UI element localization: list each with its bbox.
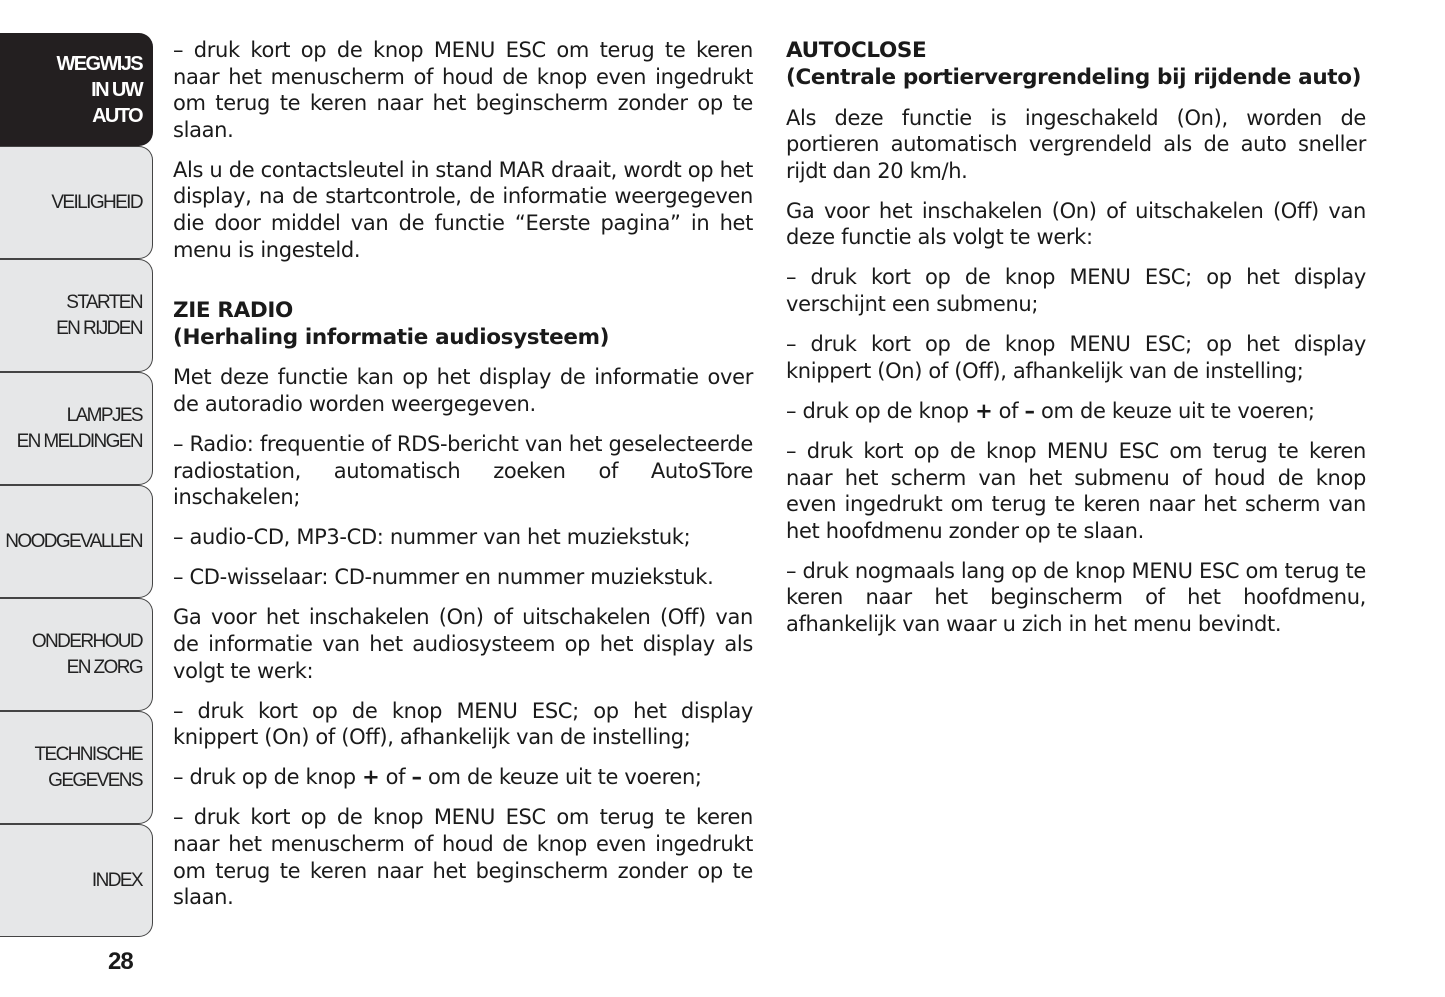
paragraph: Met deze functie kan op het display de informatie over de autoradio worden weergegeven. — [173, 365, 753, 416]
paragraph: – CD-wisselaar: CD-nummer en nummer muziekstuk. — [173, 565, 714, 590]
paragraph: – druk kort op de knop MENU ESC; op het display verschijnt een submenu; — [786, 265, 1366, 317]
tab-wegwijs-in-uw-auto[interactable]: WEGWIJS IN UW AUTO — [0, 33, 153, 146]
text: om de keuze uit te voeren; — [1034, 398, 1315, 423]
right-column — [786, 37, 1366, 651]
text: – druk op de knop — [173, 765, 363, 790]
text: of — [379, 765, 412, 790]
tab-index[interactable]: INDEX — [0, 824, 153, 937]
paragraph: – druk kort op de knop MENU ESC om terug te keren naar het scherm van het submenu of houd de knop even ingedrukt om terug te keren naar het scherm van het hoofdmenu zonder op te slaan. — [786, 438, 1366, 543]
paragraph: Als deze functie is ingeschakeld (On), worden de portieren automatisch vergrendeld als de auto sneller rijdt dan 20 km/h. — [786, 105, 1366, 183]
paragraph — [173, 764, 753, 791]
minus-symbol: – — [1024, 398, 1035, 423]
paragraph: – Radio: frequentie of RDS-bericht van het geselecteerde radiostation, automatisch zoeken of AutoSTore inschakelen; — [173, 431, 753, 510]
heading-subtitle: (Herhaling informatie audiosysteem) — [173, 324, 610, 350]
plus-symbol: + — [975, 398, 993, 423]
plus-symbol: + — [362, 765, 380, 790]
tab-onderhoud-en-zorg[interactable]: ONDERHOUD EN ZORG — [0, 598, 153, 711]
tab-technische-gegevens[interactable]: TECHNISCHE GEGEVENS — [0, 711, 153, 824]
tab-veiligheid[interactable]: VEILIGHEID — [0, 146, 153, 259]
section-heading-zie-radio — [173, 297, 753, 351]
tab-noodgevallen[interactable]: NOODGEVALLEN — [0, 485, 153, 598]
paragraph: Ga voor het inschakelen (On) of uitschakelen (Off) van deze functie als volgt te werk: — [786, 198, 1366, 250]
paragraph: – druk kort op de knop MENU ESC; op het display knippert (On) of (Off), afhankelijk van de instelling; — [786, 332, 1366, 383]
paragraph: Ga voor het inschakelen (On) of uitschakelen (Off) van de informatie van het audiosysteem op het display als volgt te werk: — [173, 605, 753, 683]
paragraph — [786, 398, 1366, 425]
heading-title: ZIE RADIO — [173, 297, 293, 323]
page-number: 28 — [108, 948, 133, 975]
heading-title: AUTOCLOSE — [786, 38, 927, 63]
left-column — [173, 37, 753, 924]
tab-lampjes-en-meldingen[interactable]: LAMPJES EN MELDINGEN — [0, 372, 153, 485]
text: of — [992, 398, 1025, 423]
paragraph: – druk kort op de knop MENU ESC om terug te keren naar het menuscherm of houd de knop even ingedrukt om terug te keren naar het beginscherm zonder op te slaan. — [173, 805, 753, 910]
minus-symbol: – — [411, 765, 422, 790]
heading-subtitle: (Centrale portiervergrendeling bij rijdende auto) — [786, 65, 1362, 90]
paragraph: – druk kort op de knop MENU ESC; op het display knippert (On) of (Off), afhankelijk van de instelling; — [173, 698, 753, 750]
text: – druk op de knop — [786, 398, 976, 423]
text: om de keuze uit te voeren; — [421, 765, 702, 790]
chapter-tabs — [0, 33, 153, 937]
tab-starten-en-rijden[interactable]: STARTEN EN RIJDEN — [0, 259, 153, 372]
paragraph: – druk nogmaals lang op de knop MENU ESC om terug te keren naar het beginscherm of het hoofdmenu, afhankelijk van waar u zich in het menu bevindt. — [786, 558, 1366, 636]
paragraph: – audio-CD, MP3-CD: nummer van het muziekstuk; — [173, 525, 691, 550]
paragraph: Als u de contactsleutel in stand MAR draait, wordt op het display, na de startcontrole, de informatie weergegeven die door middel van de functie “Eerste pagina” in het menu is ingesteld. — [173, 157, 753, 262]
paragraph: – druk kort op de knop MENU ESC om terug te keren naar het menuscherm of houd de knop even ingedrukt om terug te keren naar het beginscherm zonder op te slaan. — [173, 38, 753, 142]
section-heading-autoclose — [786, 37, 1366, 91]
